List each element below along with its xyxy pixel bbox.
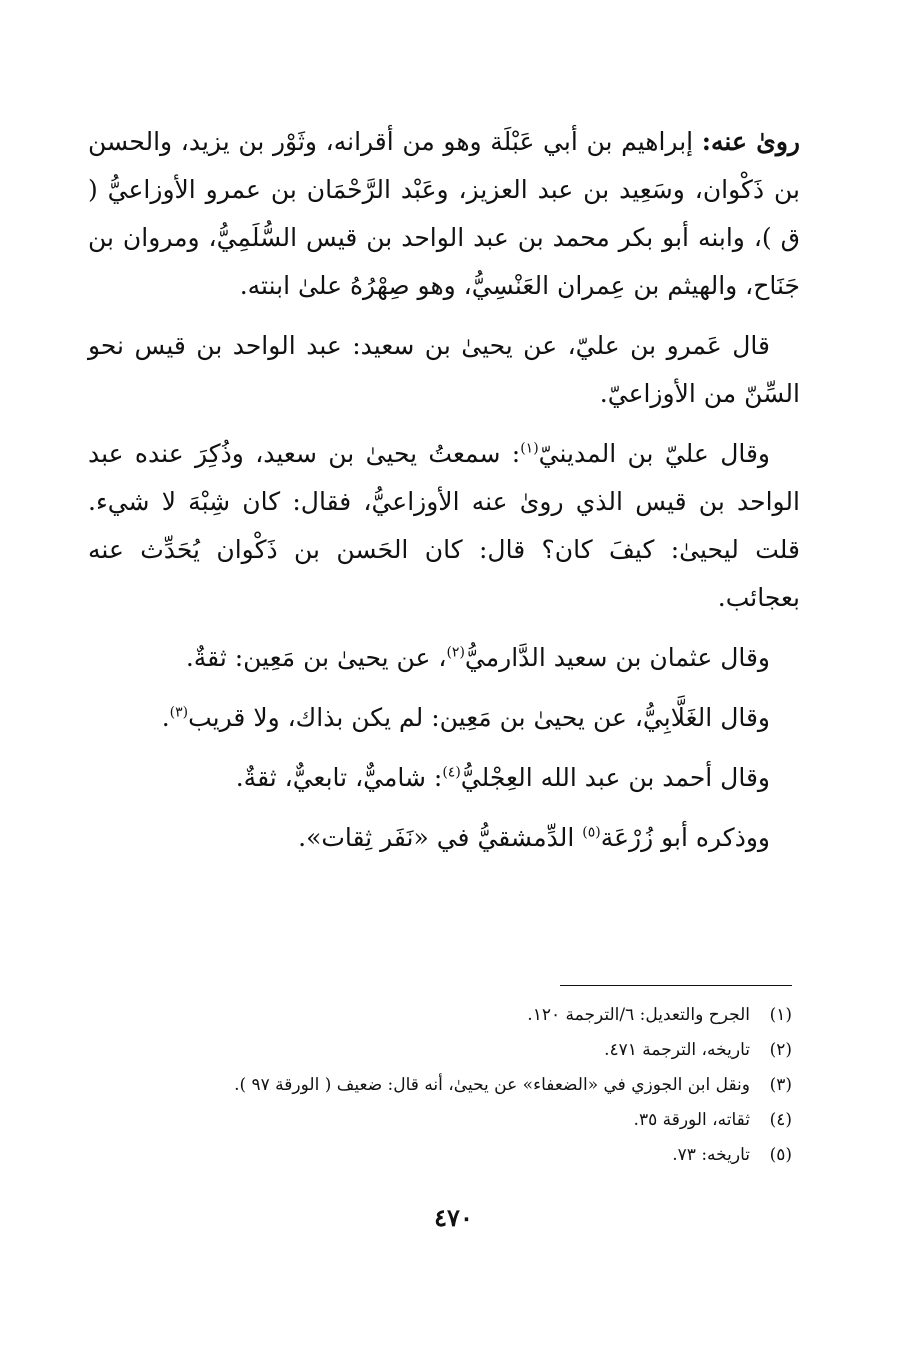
footnote-ref[interactable]: (٥) bbox=[582, 824, 601, 841]
footnote-item bbox=[88, 998, 792, 1033]
paragraph-darimi bbox=[88, 634, 800, 682]
footnote-item bbox=[88, 1068, 792, 1103]
paragraph-text: . bbox=[161, 703, 170, 732]
paragraph-lead: روىٰ عنه: bbox=[701, 127, 800, 156]
paragraph-text: وقال الغَلَّابِيُّ، عن يحيىٰ بن مَعِين: لم يكن بذاك، ولا قريب bbox=[188, 703, 770, 732]
paragraph-text: ، عن يحيىٰ بن مَعِين: ثقةٌ. bbox=[185, 643, 447, 672]
footnote-item bbox=[88, 1138, 792, 1173]
page-number: ٤٧٠ bbox=[434, 1203, 473, 1232]
footnote-text: ونقل ابن الجوزي في «الضعفاء» عن يحيىٰ، أنه قال: ضعيف ( الورقة ٩٧ ). bbox=[234, 1075, 750, 1095]
footnote-ref[interactable]: (٤) bbox=[442, 764, 461, 781]
footnote-text: ثقاته، الورقة ٣٥. bbox=[633, 1110, 750, 1130]
paragraph-ijli bbox=[88, 754, 800, 802]
paragraph-text: قال عَمرو بن عليّ، عن يحيىٰ بن سعيد: عبد الواحد بن قيس نحو السِّنّ من الأوزاعيّ. bbox=[88, 331, 800, 408]
footnote-ref[interactable]: (٢) bbox=[446, 644, 465, 661]
paragraph-text: إبراهيم بن أبي عَبْلَة وهو من أقرانه، وثَوْر بن يزيد، والحسن بن ذَكْوان، وسَعِيد بن عبد العزيز، وعَبْد الرَّحْمَان بن عمرو الأوزاعيُّ ( ق )، وابنه أبو بكر محمد بن عبد الواحد بن قيس السُّلَمِيُّ، ومروان بن جَنَاح، والهيثم بن عِمران العَنْسِيُّ، وهو صِهْرُهُ علىٰ ابنته. bbox=[88, 127, 800, 300]
footnote-ref[interactable]: (١) bbox=[520, 440, 539, 457]
paragraph-ghallabi bbox=[88, 694, 800, 742]
paragraph-amr bbox=[88, 322, 800, 418]
footnotes bbox=[88, 998, 792, 1173]
main-text bbox=[88, 118, 800, 874]
paragraph-text: الدِّمشقيُّ في «نَفَر ثِقات». bbox=[298, 823, 583, 852]
footnote-number: (٢) bbox=[769, 1040, 792, 1060]
paragraph-text: : سمعتُ يحيىٰ بن سعيد، وذُكِرَ عنده عبد الواحد بن قيس الذي روىٰ عنه الأوزاعيُّ، فقال: كان شِبْهَ لا شيء. قلت ليحيىٰ: كيفَ كان؟ قال: كان الحَسن بن ذَكْوان يُحَدِّث عنه بعجائب. bbox=[88, 439, 800, 612]
footnote-item bbox=[88, 1103, 792, 1138]
footnote-number: (٣) bbox=[769, 1075, 792, 1095]
footnote-number: (٤) bbox=[769, 1110, 792, 1130]
footnote-number: (١) bbox=[769, 1005, 792, 1025]
footnote-separator bbox=[560, 985, 792, 986]
footnote-text: تاريخه، الترجمة ٤٧١. bbox=[604, 1040, 750, 1060]
paragraph-text: وقال أحمد بن عبد الله العِجْليُّ bbox=[460, 763, 770, 792]
paragraph-abu-zura bbox=[88, 814, 800, 862]
paragraph-text: وقال عثمان بن سعيد الدَّارميُّ bbox=[464, 643, 770, 672]
paragraph-text: ووذكره أبو زُرْعَة bbox=[600, 823, 770, 852]
footnote-number: (٥) bbox=[769, 1145, 792, 1165]
footnote-ref[interactable]: (٣) bbox=[169, 704, 189, 721]
paragraph-text: وقال عليّ بن المدينيّ bbox=[538, 439, 770, 468]
footnote-text: تاريخه: ٧٣. bbox=[672, 1145, 750, 1165]
paragraph-text: : شاميٌّ، تابعيٌّ، ثقةٌ. bbox=[235, 763, 443, 792]
paragraph-madini bbox=[88, 430, 800, 622]
footnote-item bbox=[88, 1033, 792, 1068]
footnote-text: الجرح والتعديل: ٦/الترجمة ١٢٠. bbox=[527, 1005, 750, 1025]
paragraph-narrators bbox=[88, 118, 800, 310]
